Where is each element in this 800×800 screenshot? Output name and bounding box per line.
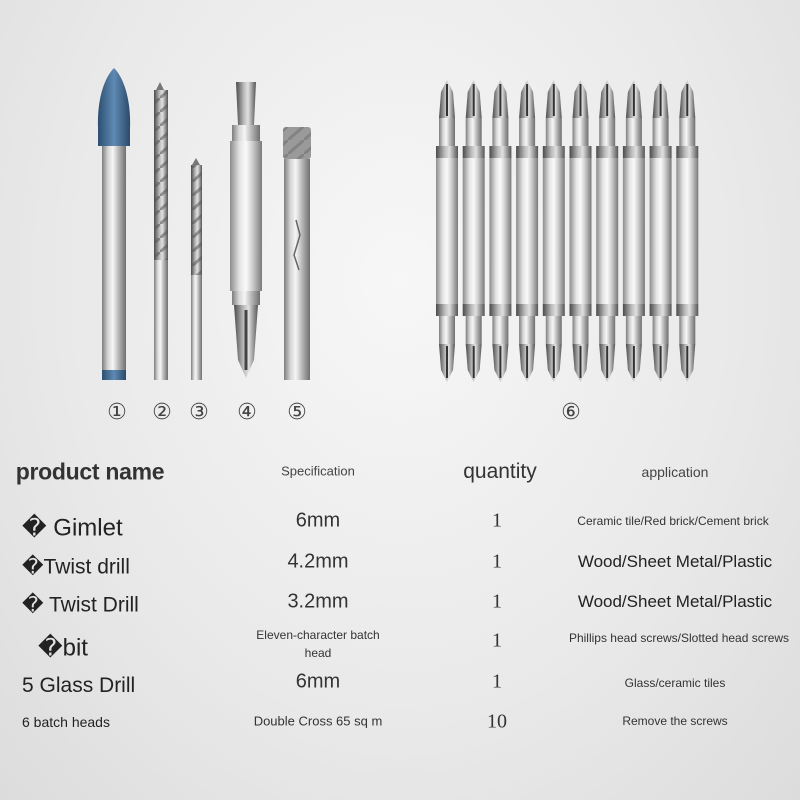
twist-drill-32-image — [191, 158, 202, 380]
row-5-name: 5 Glass Drill — [22, 674, 136, 697]
label-6: ⑥ — [561, 400, 581, 425]
phillips-bit — [623, 80, 645, 382]
phillips-bit — [516, 80, 538, 382]
phillips-bit — [650, 80, 672, 382]
row-1-spec: 6mm — [295, 509, 341, 532]
label-4: ④ — [237, 400, 257, 425]
row-4-app: Phillips head screws/Slotted head screws — [568, 631, 790, 645]
row-4-name: �bit — [38, 634, 88, 662]
row-1-app: Ceramic tile/Red brick/Cement brick — [577, 514, 769, 528]
row-2-name: �Twist drill — [22, 555, 130, 579]
gimlet-bit-image — [98, 68, 130, 380]
header-quantity: quantity — [463, 460, 537, 483]
phillips-bit — [543, 80, 565, 382]
row-5-spec: 6mm — [295, 670, 341, 693]
row-1-name: � Gimlet — [22, 514, 123, 542]
row-2-qty: 1 — [492, 550, 502, 573]
header-application: application — [641, 464, 709, 480]
row-4-spec: Eleven-character batch head — [256, 628, 380, 660]
header-specification: Specification — [281, 463, 355, 479]
row-3-spec: 3.2mm — [287, 590, 349, 613]
phillips-bit — [676, 80, 698, 382]
phillips-bit — [596, 80, 618, 382]
row-2-app: Wood/Sheet Metal/Plastic — [577, 552, 773, 571]
label-3: ③ — [189, 400, 209, 425]
header-product-name: product name — [15, 458, 165, 485]
phillips-bit — [570, 80, 592, 382]
label-1: ① — [107, 400, 127, 425]
label-2: ② — [152, 400, 172, 425]
phillips-bit — [463, 80, 485, 382]
phillips-bit — [436, 80, 458, 382]
row-6-spec: Double Cross 65 sq m — [253, 713, 383, 729]
row-5-app: Glass/ceramic tiles — [624, 676, 726, 690]
row-4-qty: 1 — [492, 629, 502, 652]
row-2-spec: 4.2mm — [287, 550, 349, 573]
screwdriver-bit-image — [230, 82, 262, 378]
row-6-qty: 10 — [487, 710, 507, 733]
row-5-qty: 1 — [492, 670, 502, 693]
glass-drill-image — [283, 127, 311, 380]
phillips-bit — [489, 80, 511, 382]
row-6-name: 6 batch heads — [22, 714, 110, 730]
row-6-app: Remove the screws — [622, 714, 728, 728]
row-3-name: � Twist Drill — [22, 593, 139, 617]
label-5: ⑤ — [287, 400, 307, 425]
row-3-qty: 1 — [492, 590, 502, 613]
row-3-app: Wood/Sheet Metal/Plastic — [577, 592, 773, 611]
twist-drill-42-image — [154, 82, 168, 380]
phillips-bit-set-image — [436, 80, 698, 382]
row-1-qty: 1 — [492, 509, 502, 532]
